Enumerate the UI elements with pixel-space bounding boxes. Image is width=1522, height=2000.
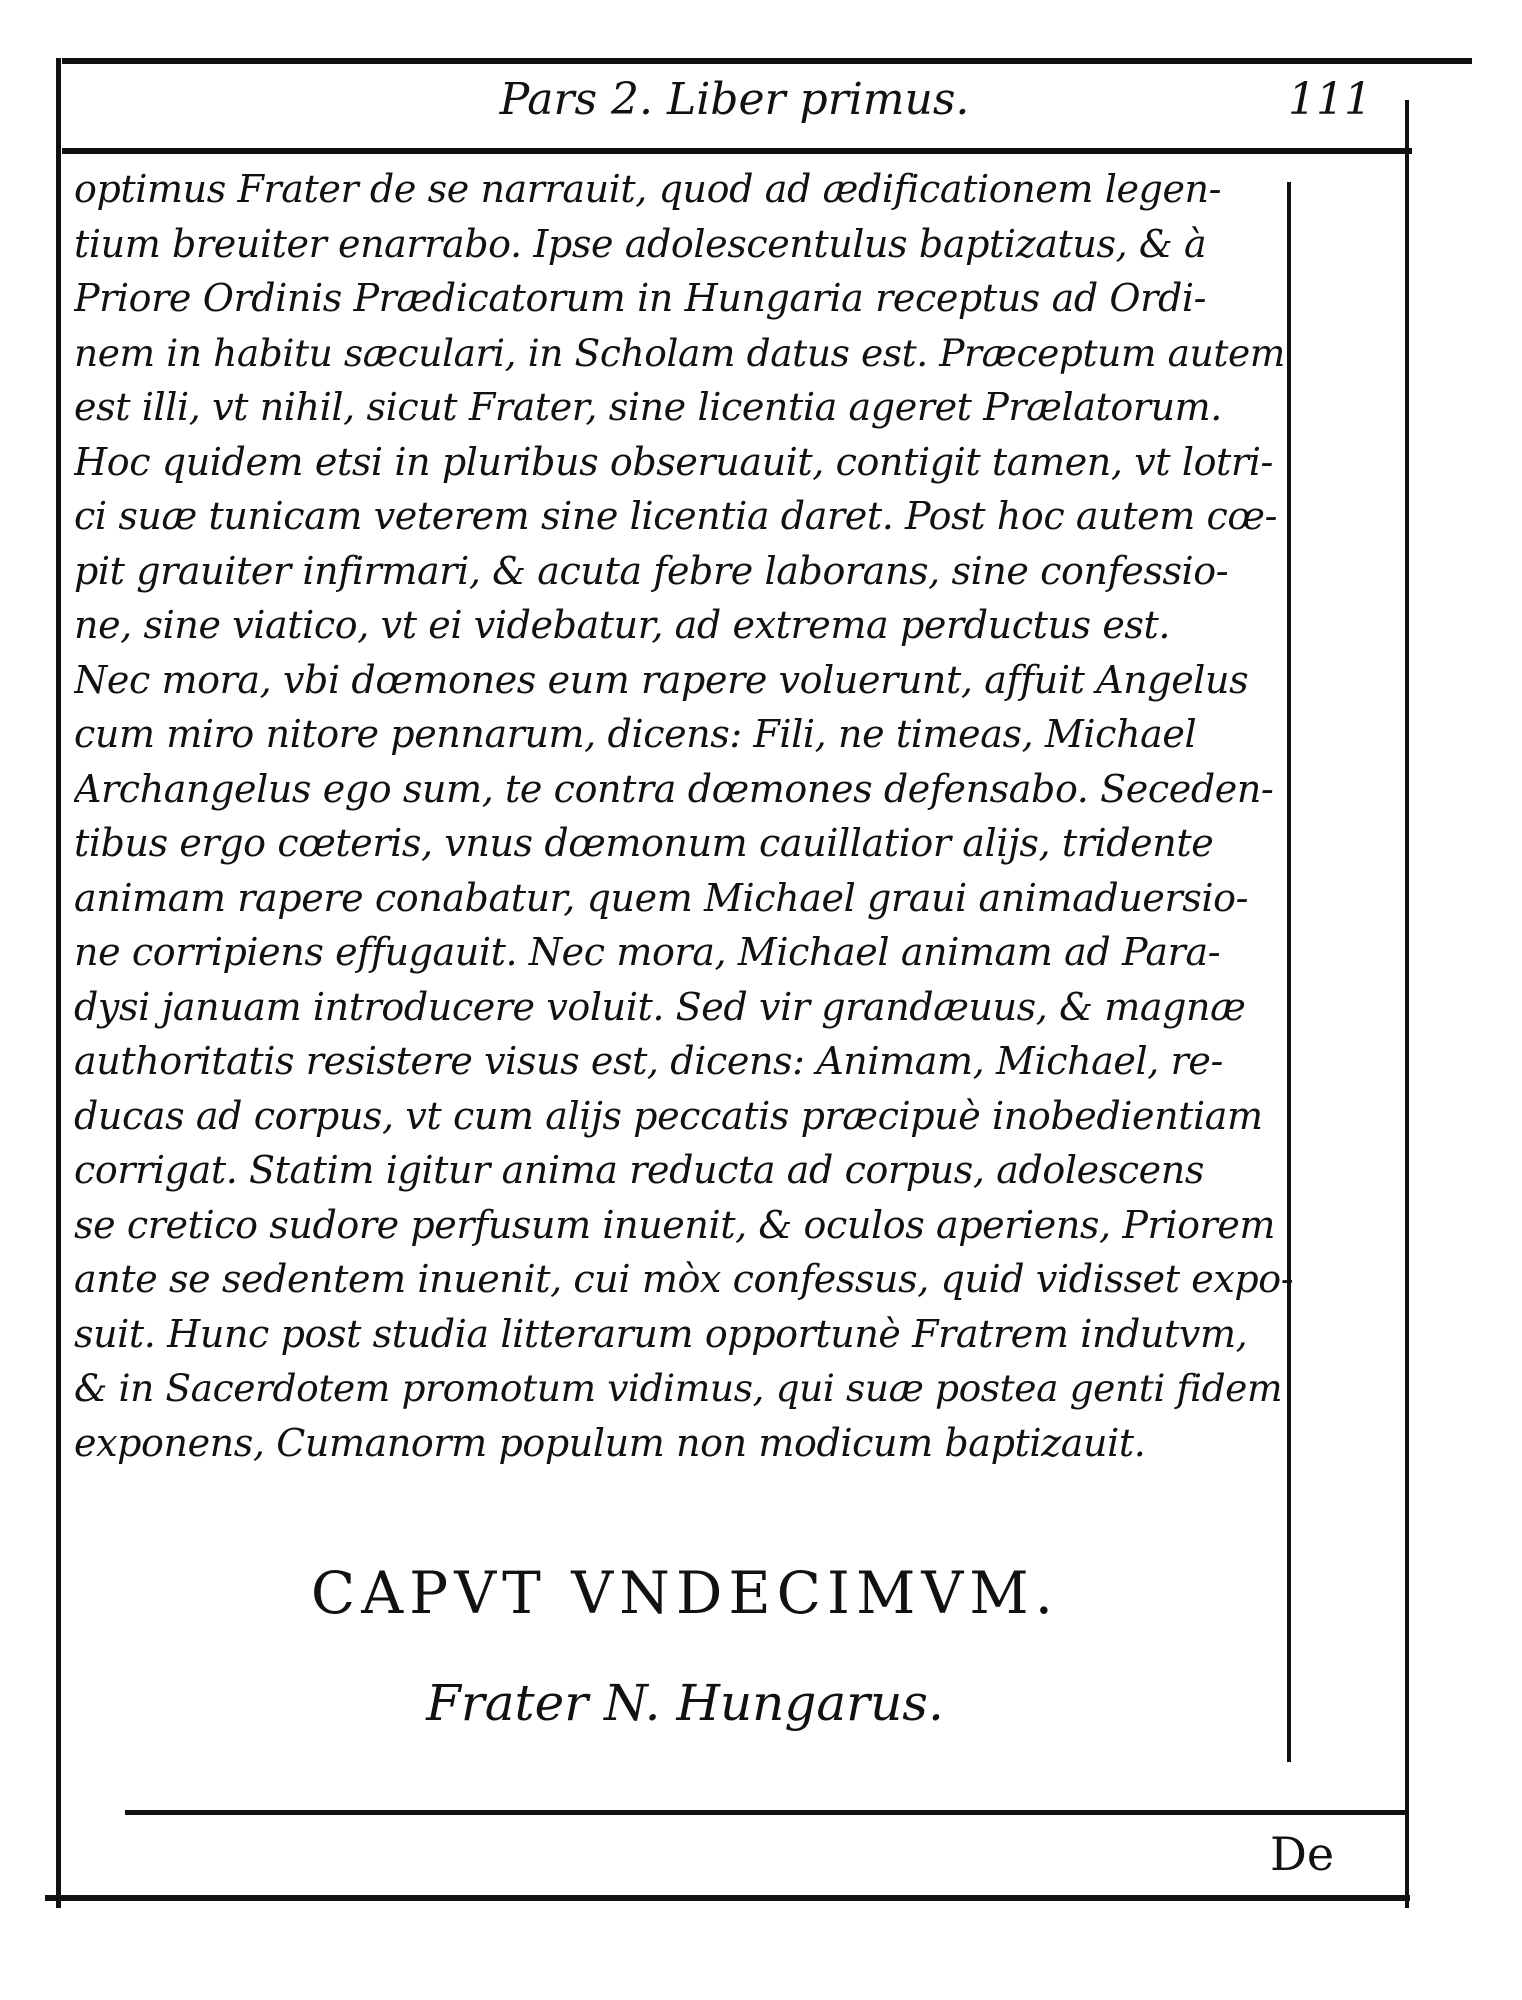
bottom-inner-rule	[125, 1810, 1405, 1815]
text-line: Priore Ordinis Prædicatorum in Hungaria receptus ad Ordi-	[74, 276, 1207, 320]
page-number: 111	[1288, 74, 1372, 125]
running-head	[62, 62, 1407, 142]
text-line: ducas ad corpus, vt cum alijs peccatis præcipuè inobedientiam	[74, 1093, 1263, 1138]
text-line: animam rapere conabatur, quem Michael graui animaduersio-	[74, 875, 1249, 920]
chapter-subtitle: Frater N. Hungarus.	[426, 1674, 944, 1732]
text-line: se cretico sudore perfusum inuenit, & oculos aperiens, Priorem	[74, 1202, 1276, 1247]
text-line: ci suæ tunicam veterem sine licentia daret. Post hoc autem cœ-	[74, 494, 1278, 538]
text-line: & in Sacerdotem promotum vidimus, qui suæ postea genti fidem	[74, 1366, 1283, 1410]
text-line: tium breuiter enarrabo. Ipse adolescentulus baptizatus, & à	[74, 221, 1207, 266]
text-line: Nec mora, vbi dœmones eum rapere voluerunt, affuit Angelus	[74, 657, 1249, 702]
text-line: Hoc quidem etsi in pluribus obseruauit, contigit tamen, vt lotri-	[74, 439, 1273, 484]
text-line: Archangelus ego sum, te contra dœmones defensabo. Seceden-	[74, 766, 1274, 811]
text-line: ne, sine viatico, vt ei videbatur, ad extrema perductus est.	[74, 603, 1171, 647]
text-line: ne corripiens effugauit. Nec mora, Michael animam ad Para-	[74, 930, 1221, 974]
header-underline-rule	[62, 148, 1412, 154]
catchword: De	[1270, 1827, 1335, 1881]
running-title: Pars 2. Liber primus.	[499, 74, 970, 125]
bottom-border-rule	[45, 1895, 1410, 1901]
text-line: pit grauiter infirmari, & acuta febre laborans, sine confessio-	[74, 548, 1229, 593]
text-line: ante se sedentem inuenit, cui mòx confessus, quid vidisset expo-	[74, 1257, 1294, 1301]
text-line: optimus Frater de se narrauit, quod ad ædificationem legen-	[74, 167, 1222, 211]
text-line: suit. Hunc post studia litterarum opportunè Fratrem indutvm,	[74, 1311, 1248, 1356]
text-line: exponens, Cumanorm populum non modicum baptizauit.	[74, 1420, 1146, 1465]
text-line: corrigat. Statim igitur anima reducta ad corpus, adolescens	[74, 1148, 1204, 1192]
body-text	[74, 162, 1296, 1470]
text-line: est illi, vt nihil, sicut Frater, sine licentia ageret Prælatorum.	[74, 385, 1222, 429]
text-line: dysi januam introducere voluit. Sed vir grandæuus, & magnæ	[74, 984, 1246, 1029]
chapter-title: CAPVT VNDECIMVM.	[310, 1559, 1060, 1627]
right-border-rule	[1405, 100, 1409, 1908]
text-line: nem in habitu sæculari, in Scholam datus est. Præceptum autem	[74, 330, 1285, 375]
text-line: authoritatis resistere visus est, dicens: Animam, Michael, re-	[74, 1039, 1223, 1083]
text-line: cum miro nitore pennarum, dicens: Fili, ne timeas, Michael	[74, 712, 1197, 756]
text-line: tibus ergo cœteris, vnus dœmonum cauillatior alijs, tridente	[74, 821, 1214, 865]
left-border-rule	[56, 58, 61, 1908]
